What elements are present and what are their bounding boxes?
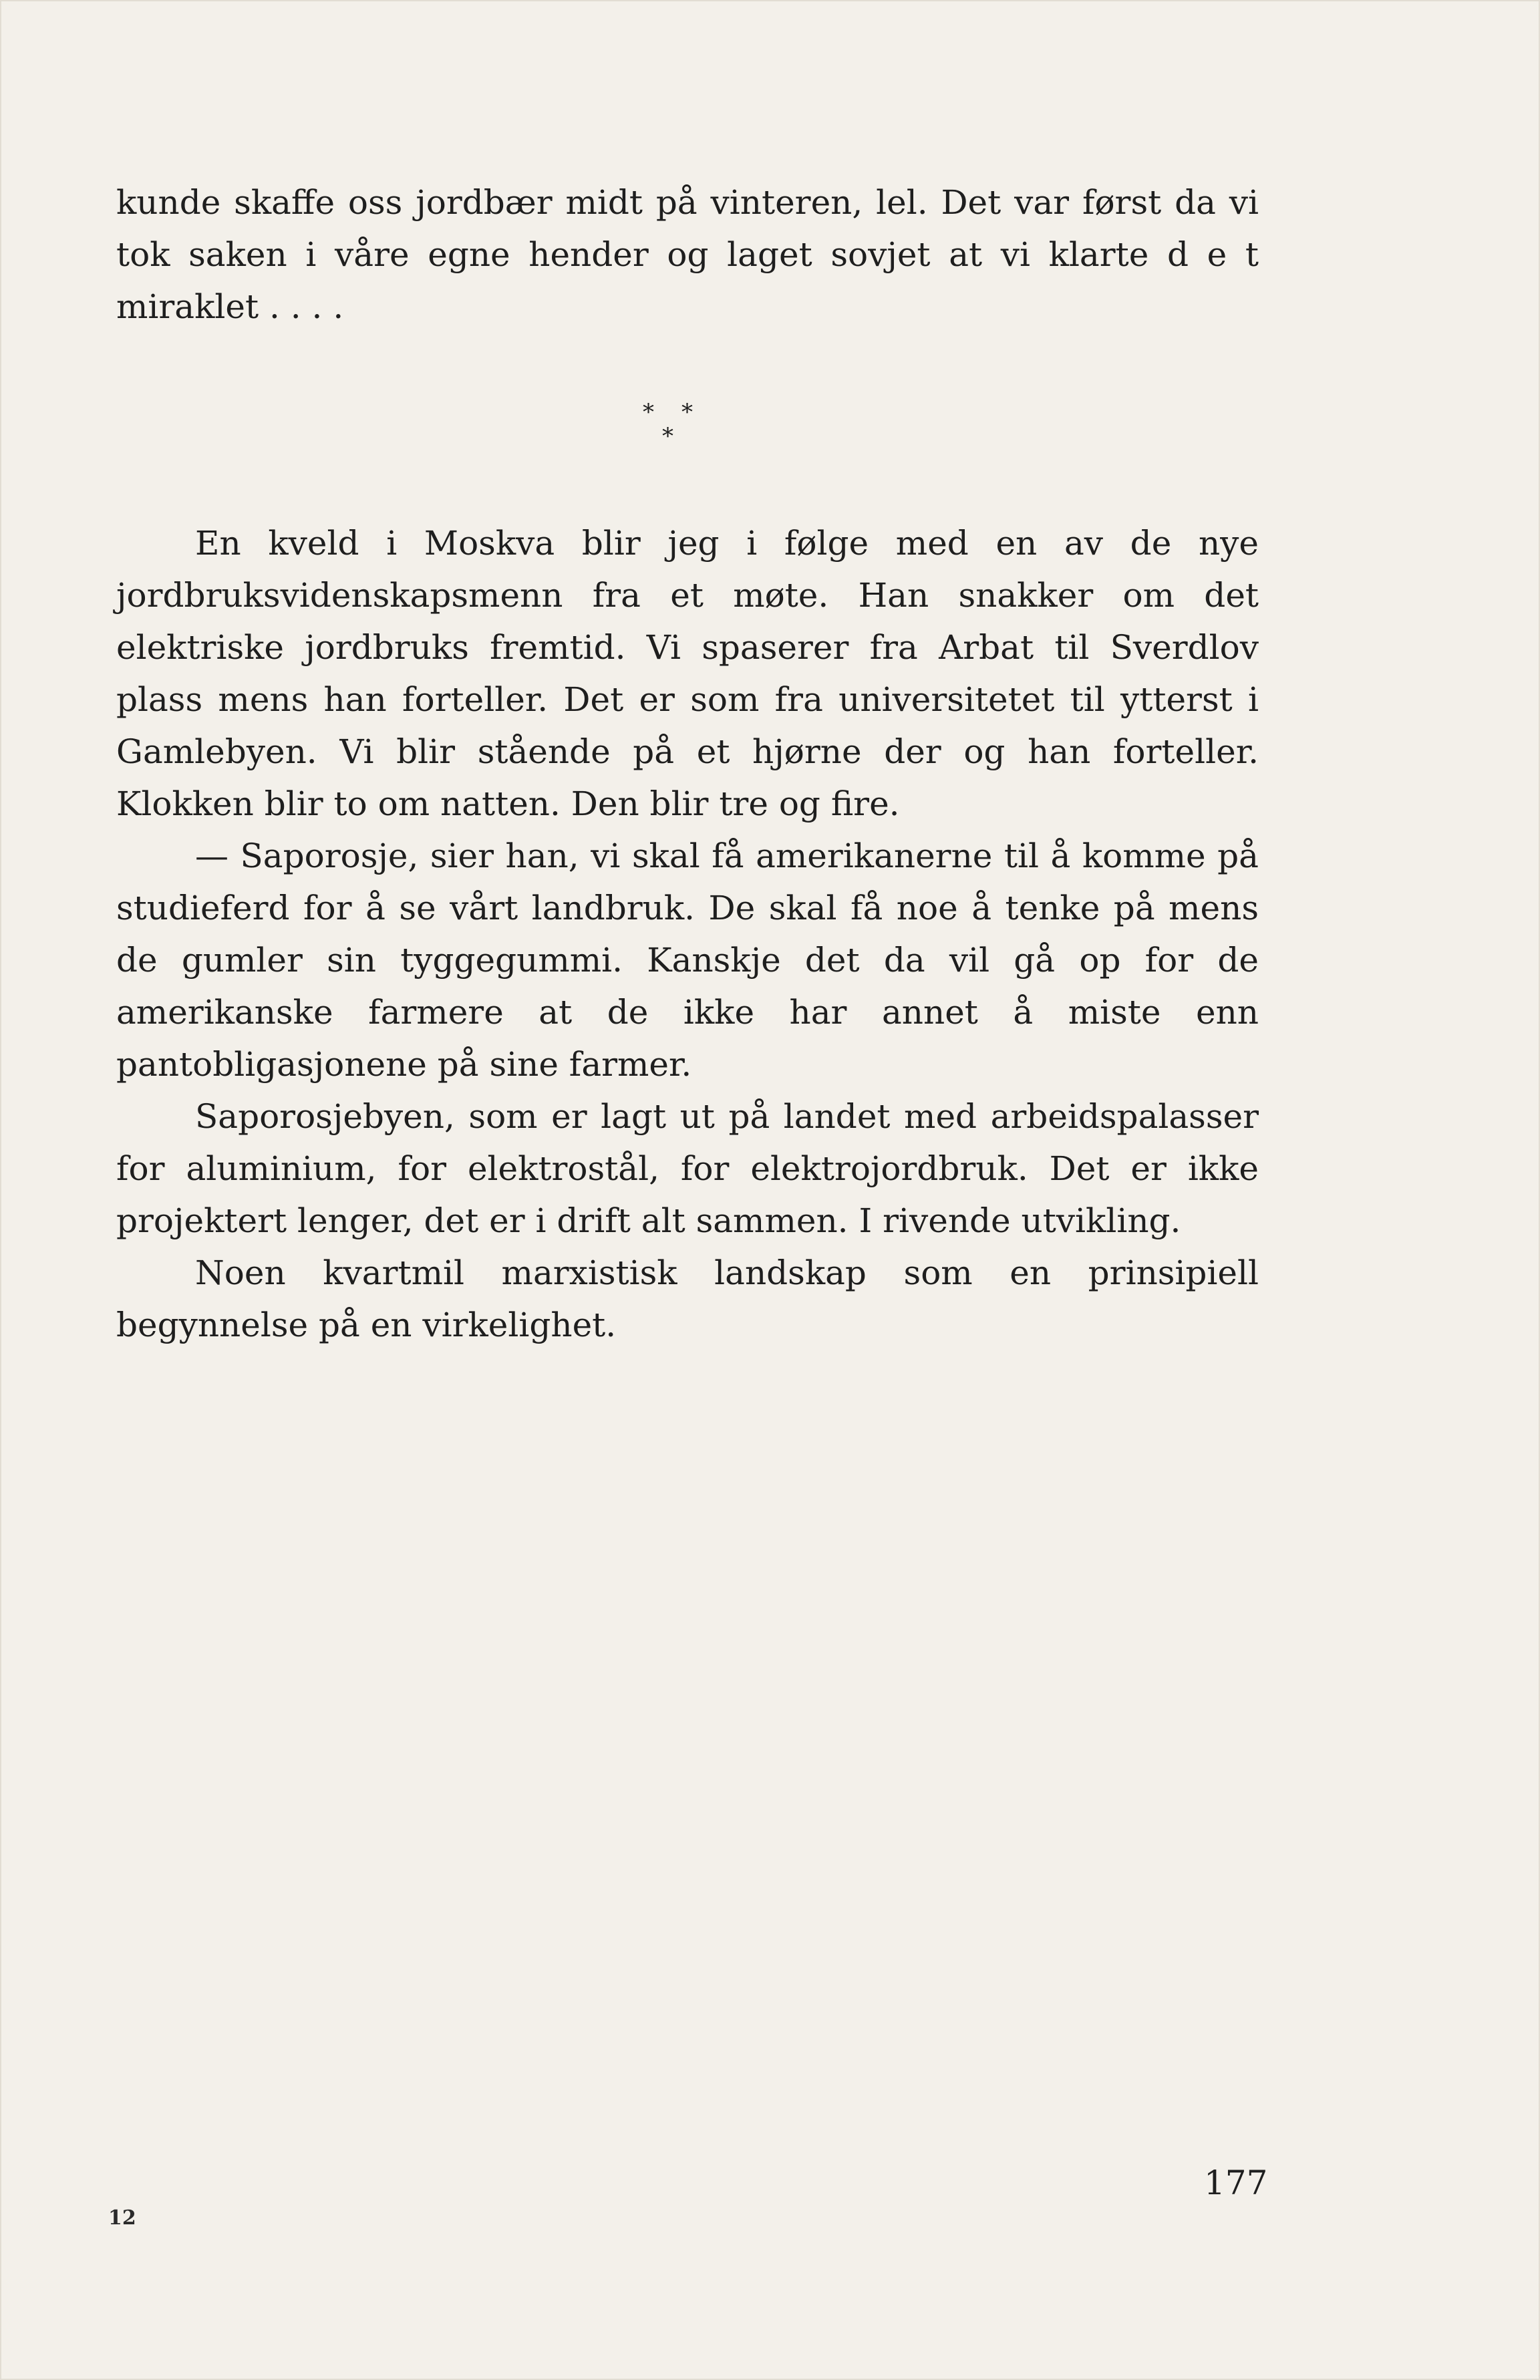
text-block-top bbox=[116, 176, 1259, 333]
page-number: 177 bbox=[1204, 2164, 1268, 2202]
asterisk: * bbox=[643, 399, 654, 426]
text-block-main bbox=[116, 517, 1259, 1351]
paragraph: En kveld i Moskva blir jeg i følge med en av de nye jordbruksvidenskapsmenn fra et møte. Han snakker om det elektriske jordbruks fremtid. Vi spaserer fra Arbat til Sverdlov plass mens han forteller. Det er som fra universitetet til ytterst i Gamlebyen. Vi blir stående på et hjørne der og han forteller. Klokken blir to om natten. Den blir tre og fire. bbox=[116, 524, 1259, 823]
paragraph: kunde skaffe oss jordbær midt på vinteren, lel. Det var først da vi tok saken i våre egne hender og laget sovjet at vi klarte d e t miraklet . . . . bbox=[116, 183, 1259, 326]
paragraph: — Saporosje, sier han, vi skal få amerikanerne til å komme på studieferd for å se vårt landbruk. De skal få noe å tenke på mens de gumler sin tyggegummi. Kanskje det da vil gå op for de amerikanske farmere at de ikke har annet å miste enn pantobligasjonene på sine farmer. bbox=[116, 837, 1259, 1084]
paragraph: Saporosjebyen, som er lagt ut på landet med arbeidspalasser for aluminium, for elektrostål, for elektrojordbruk. Det er ikke projektert lenger, det er i drift alt sammen. I rivende utvikling. bbox=[116, 1097, 1259, 1240]
signature-mark: 12 bbox=[108, 2206, 136, 2230]
asterisk: * bbox=[681, 399, 693, 426]
asterisk: * bbox=[662, 423, 673, 450]
section-separator bbox=[643, 401, 710, 454]
paragraph: Noen kvartmil marxistisk landskap som en prinsipiell begynnelse på en virkelighet. bbox=[116, 1253, 1259, 1344]
